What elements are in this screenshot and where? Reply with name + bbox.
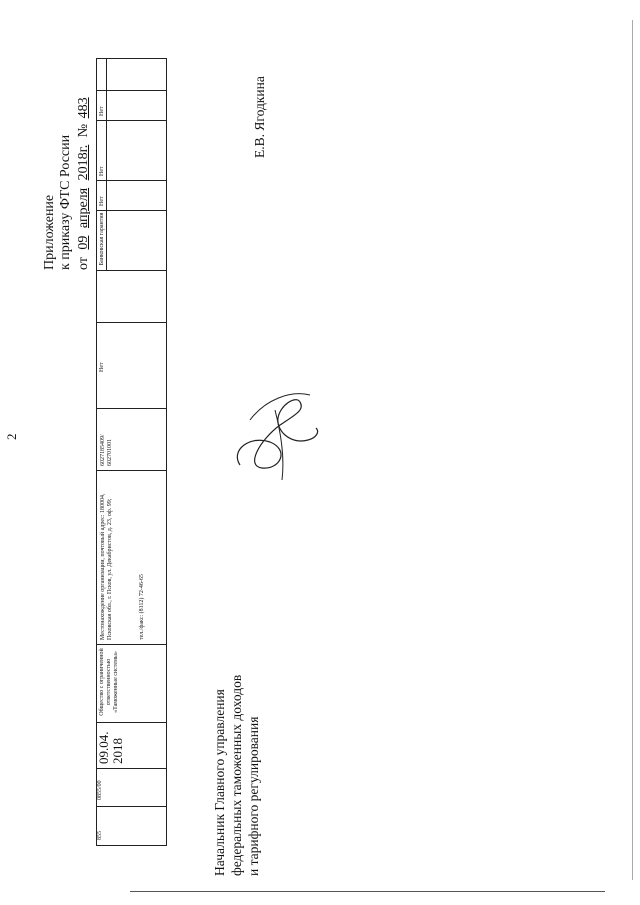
col-divider <box>96 120 167 121</box>
col-divider <box>96 210 167 211</box>
date-day: 09 <box>76 235 91 250</box>
handwritten-signature <box>220 380 330 490</box>
appendix-order-ref: к приказу ФТС России <box>58 134 73 270</box>
table-border-right <box>166 58 167 846</box>
cell-branch: Нет <box>99 362 105 372</box>
cell-flag-1: Нет <box>99 196 105 206</box>
date-prefix: от <box>76 257 91 270</box>
table-border-bottom <box>96 845 167 846</box>
cell-flag-3: Нет <box>99 106 105 116</box>
cell-seq: 855 <box>97 831 103 840</box>
cell-address: Местонахождение организации, почтовый адрес: 180004, Псковская обл., г. Псков, ул. Декабристов, д. 23, оф. 99; <box>100 493 114 640</box>
signatory-position-1: Начальник Главного управления <box>212 689 227 876</box>
col-divider <box>96 180 167 181</box>
cell-security: Банковская гарантия <box>99 212 105 266</box>
col-divider <box>96 806 167 807</box>
cell-date: 09.04. 2018 <box>96 731 125 764</box>
col-divider <box>96 270 167 271</box>
cell-org-name: Общество с ограниченной ответственностью «Таможенные системы» <box>99 648 120 716</box>
appendix-title: Приложение <box>42 194 57 270</box>
scan-edge-right <box>632 20 633 880</box>
col-divider <box>96 644 167 645</box>
col-divider <box>96 722 167 723</box>
signatory-position-3: и тарифного регулирования <box>246 716 261 876</box>
col-divider <box>96 470 167 471</box>
signatory-name: Е.В. Ягодкина <box>252 76 267 158</box>
col-divider <box>96 768 167 769</box>
cell-reg-number: 0855/00 <box>97 780 103 800</box>
order-number: 483 <box>76 97 91 119</box>
col-divider <box>96 322 167 323</box>
number-sign: № <box>76 123 91 138</box>
table-border-top <box>96 58 167 59</box>
cell-inn-kpp: 6027185409/ 602701001 <box>100 434 114 466</box>
cell-phone: тел./факс: (8112) 72-46-65 <box>139 574 145 640</box>
scan-edge-line <box>130 891 605 892</box>
page-number: 2 <box>4 433 19 440</box>
date-year: 2018г. <box>76 144 91 181</box>
col-divider <box>96 90 167 91</box>
date-month: апреля <box>76 187 91 229</box>
cell-flag-2: Нет <box>99 166 105 176</box>
appendix-date-line <box>76 97 92 270</box>
signatory-position-2: федеральных таможенных доходов <box>229 674 244 876</box>
